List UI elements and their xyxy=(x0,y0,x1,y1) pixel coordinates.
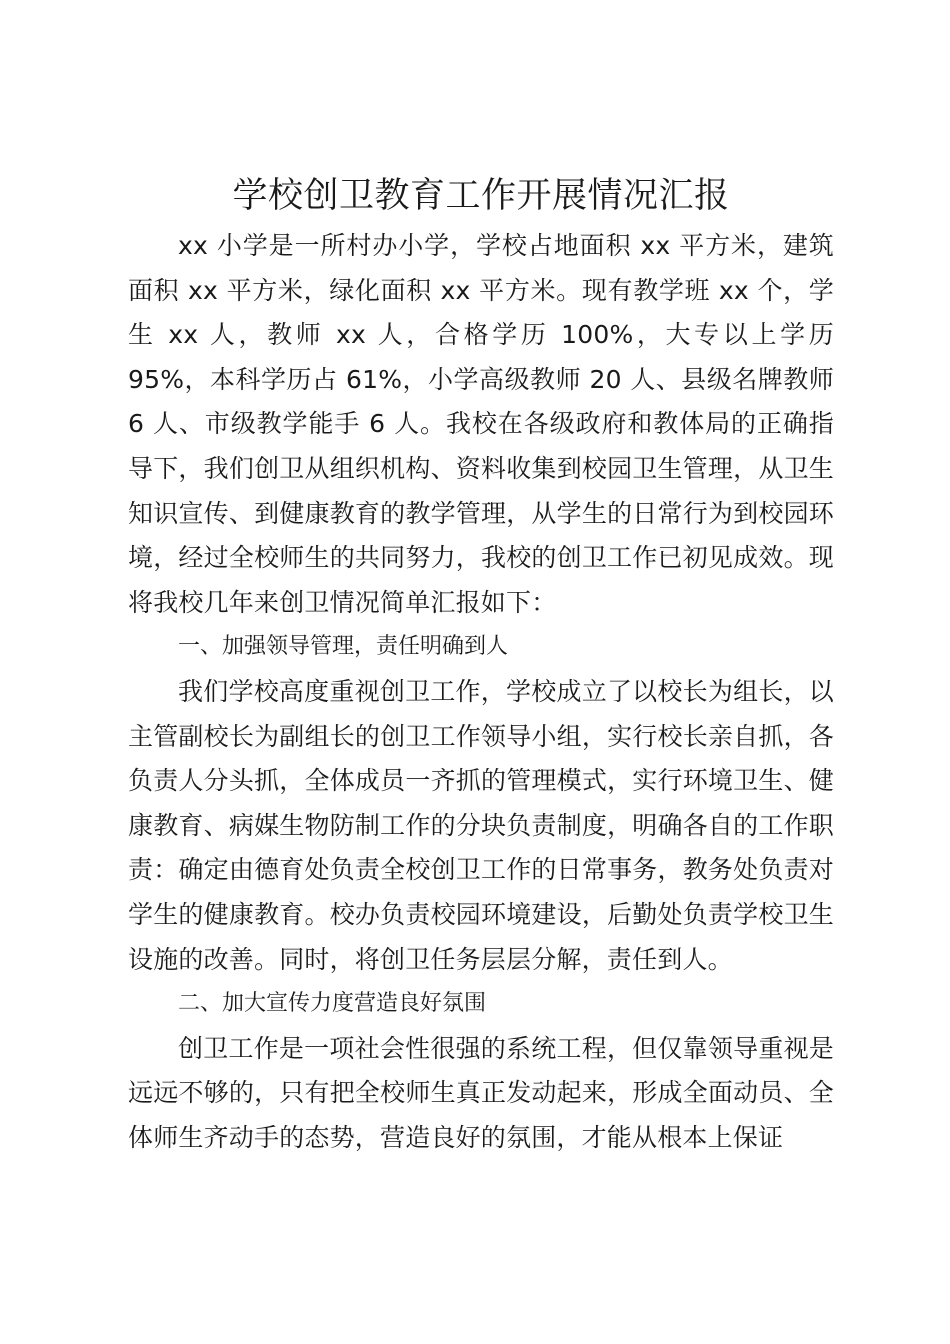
section-heading-2: 二、加大宣传力度营造良好氛围 xyxy=(178,991,487,1017)
intro-paragraph: xx 小学是一所村办小学，学校占地面积 xx 平方米，建筑面积 xx 平方米，绿化面积 xx 平方米。现有教学班 xx 个，学生 xx 人，教师 xx 人，合格学历 100%，大专以上学历 95%，本科学历占 61%，小学高级教师 20 人、县级名牌教师 6 人、市级教学能手 6 人。我校在各级政府和教体局的正确指导下，我们创卫从组织机构、资料收集到校园卫生管理，从卫生知识宣传、到健康教育的教学管理，从学生的日常行为到校园环境，经过全校师生的共同努力，我校的创卫工作已初见成效。现将我校几年来创卫情况简单汇报如下： xyxy=(128,231,834,617)
section-1-paragraph: 我们学校高度重视创卫工作，学校成立了以校长为组长，以主管副校长为副组长的创卫工作领导小组，实行校长亲自抓，各负责人分头抓，全体成员一齐抓的管理模式，实行环境卫生、健康教育、病媒生物防制工作的分块负责制度，明确各自的工作职责：确定由德育处负责全校创卫工作的日常事务，教务处负责对学生的健康教育。校办负责校园环境建设，后勤处负责学校卫生设施的改善。同时，将创卫任务层层分解，责任到人。 xyxy=(128,676,834,974)
section-heading-1: 一、加强领导管理，责任明确到人 xyxy=(178,634,509,660)
document-title: 学校创卫教育工作开展情况汇报 xyxy=(232,176,730,216)
document-page xyxy=(128,168,834,1160)
section-2-paragraph: 创卫工作是一项社会性很强的系统工程，但仅靠领导重视是远远不够的，只有把全校师生真正发动起来，形成全面动员、全体师生齐动手的态势，营造良好的氛围，才能从根本上保证 xyxy=(128,1033,834,1152)
